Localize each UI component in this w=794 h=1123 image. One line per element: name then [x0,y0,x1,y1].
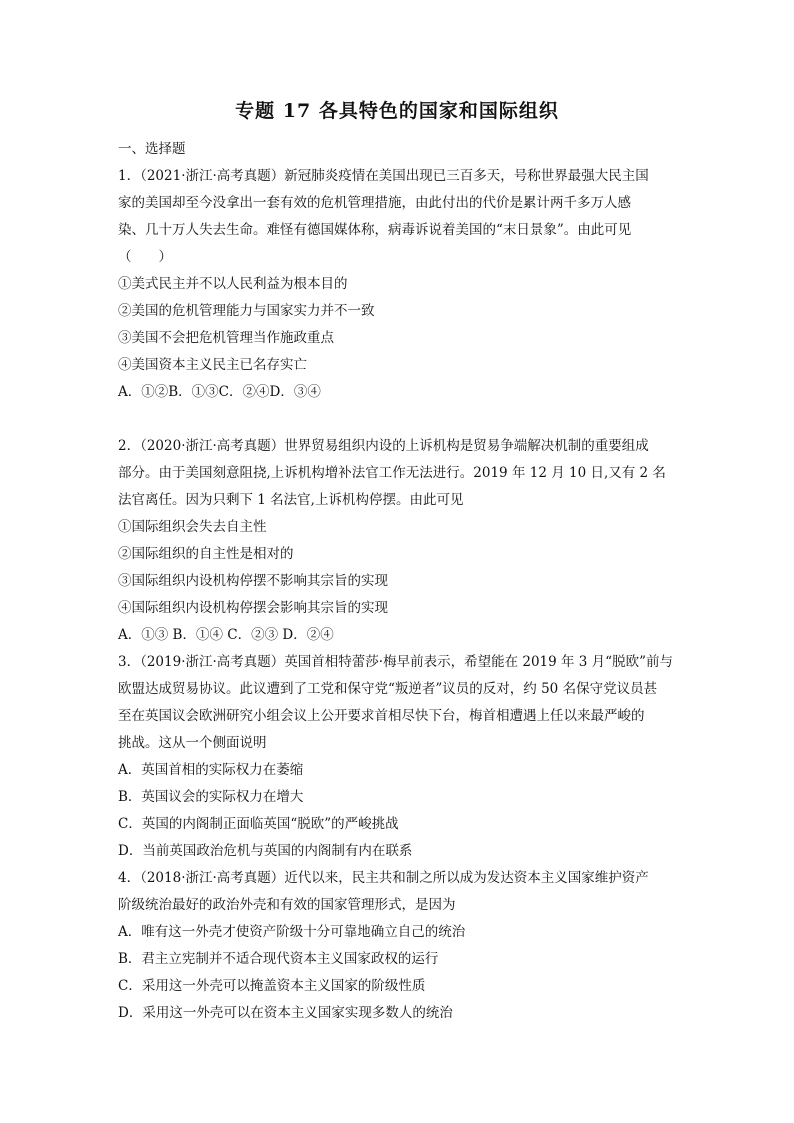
answer-bracket: （ ） [118,249,172,265]
question-stem-line: 至在英国议会欧洲研究小组会议上公开要求首相尽快下台，梅首相遭遇上任以来最严峻的 [118,708,645,724]
question-stem-line: 欧盟达成贸易协议。此议遭到了工党和保守党“叛逆者”议员的反对，约 50 名保守党议员甚 [118,681,658,697]
section-heading: 一、选择题 [118,141,186,157]
answer-choice: B．君主立宪制并不适合现代资本主义国家政权的运行 [118,951,439,967]
document-body [118,136,678,1027]
question-stem-line: 4．（2018·浙江·高考真题）近代以来，民主共和制之所以成为发达资本主义国家维护资产 [118,870,649,886]
answer-choice: B．英国议会的实际权力在增大 [118,789,304,805]
question-stem-line: 部分。由于美国刻意阻挠,上诉机构增补法官工作无法进行。2019 年 12 月 10 日,又有 2 名 [118,465,666,481]
question-stem-line: 阶级统治最好的政治外壳和有效的国家管理形式，是因为 [118,897,456,913]
spacer [118,406,678,433]
page-title: 专题 17 各具特色的国家和国际组织 [235,100,559,122]
question-2 [118,433,678,649]
question-stem-line: 1．（2021·浙江·高考真题）新冠肺炎疫情在美国出现已三百多天，号称世界最强大民主国 [118,168,649,184]
question-stem-line: 法官离任。因为只剩下 1 名法官,上诉机构停摆。由此可见 [118,492,464,508]
question-stem-line: 3．（2019·浙江·高考真题）英国首相特蕾莎·梅早前表示，希望能在 2019 年 3 月“脱欧”前与 [118,654,673,670]
statement: ②美国的危机管理能力与国家实力并不一致 [118,303,375,319]
answer-choice: C．采用这一外壳可以掩盖资本主义国家的阶级性质 [118,978,426,994]
statement: ④美国资本主义民主已名存实亡 [118,357,307,373]
question-stem-line: 家的美国却至今没拿出一套有效的危机管理措施，由此付出的代价是累计两千多万人感 [118,195,631,211]
answer-choice: D．当前英国政治危机与英国的内阁制有内在联系 [118,843,413,859]
question-4 [118,865,678,1027]
answer-choice: C．英国的内阁制正面临英国“脱欧”的严峻挑战 [118,816,399,832]
statement: ③国际组织内设机构停摆不影响其宗旨的实现 [118,573,388,589]
answer-options: A．①③ B．①④ C．②③ D．②④ [118,627,334,643]
statement: ④国际组织内设机构停摆会影响其宗旨的实现 [118,600,388,616]
statement: ③美国不会把危机管理当作施政重点 [118,330,334,346]
answer-options: A．①②B．①③C．②④D．③④ [118,384,321,400]
statement: ①国际组织会失去自主性 [118,519,267,535]
question-stem-line: 染、几十万人失去生命。难怪有德国媒体称，病毒诉说着美国的“末日景象”。由此可见 [118,222,632,238]
question-stem-line: 2．（2020·浙江·高考真题）世界贸易组织内设的上诉机构是贸易争端解决机制的重要组成 [118,438,649,454]
statement: ②国际组织的自主性是相对的 [118,546,294,562]
question-stem-line: 挑战。这从一个侧面说明 [118,735,267,751]
statement: ①美式民主并不以人民利益为根本目的 [118,276,348,292]
answer-choice: D．采用这一外壳可以在资本主义国家实现多数人的统治 [118,1005,453,1021]
answer-choice: A．唯有这一外壳才使资产阶级十分可靠地确立自己的统治 [118,924,466,940]
question-3 [118,649,678,865]
answer-choice: A．英国首相的实际权力在萎缩 [118,762,304,778]
question-1 [118,163,678,406]
